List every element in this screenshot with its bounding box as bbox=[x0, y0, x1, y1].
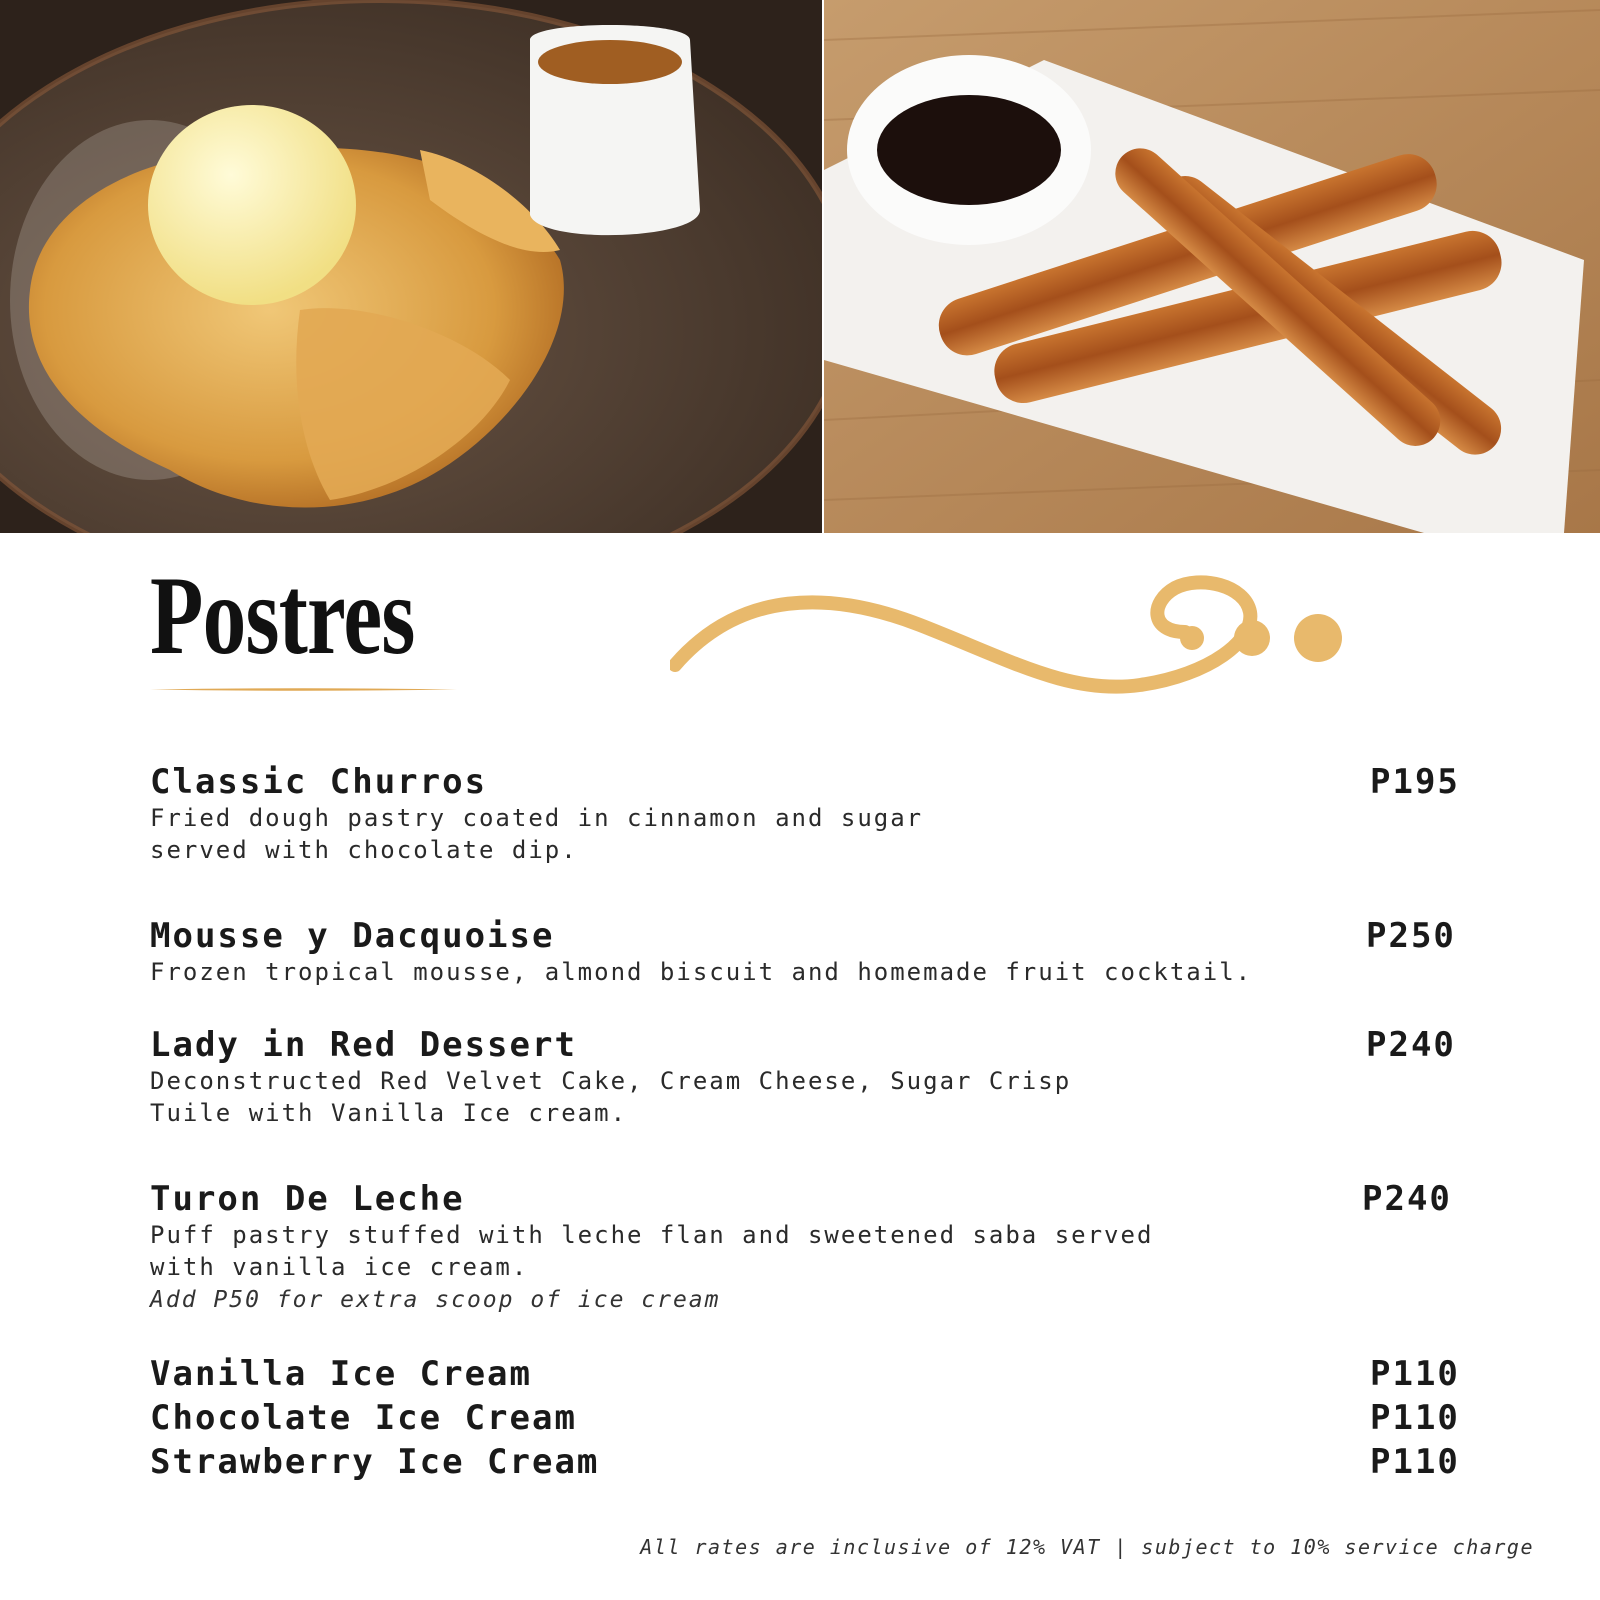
item-price-vanilla-ice-cream: P110 bbox=[1370, 1354, 1460, 1394]
turon-dessert-photo bbox=[0, 0, 822, 533]
item-price-lady-in-red: P240 bbox=[1366, 1025, 1456, 1065]
item-price-turon-de-leche: P240 bbox=[1362, 1179, 1452, 1219]
item-description-classic-churros: Fried dough pastry coated in cinnamon and sugar served with chocolate dip. bbox=[150, 804, 924, 864]
item-name-strawberry-ice-cream: Strawberry Ice Cream bbox=[150, 1442, 600, 1482]
item-name-vanilla-ice-cream: Vanilla Ice Cream bbox=[150, 1354, 532, 1394]
item-price-classic-churros: P195 bbox=[1370, 762, 1460, 802]
title-underline bbox=[150, 687, 457, 692]
footer-note: All rates are inclusive of 12% VAT | subject to 10% service charge bbox=[640, 1535, 1534, 1559]
churros-photo bbox=[824, 0, 1600, 533]
item-name-chocolate-ice-cream: Chocolate Ice Cream bbox=[150, 1398, 577, 1438]
item-price-strawberry-ice-cream: P110 bbox=[1370, 1442, 1460, 1482]
menu-title: Postres bbox=[150, 554, 415, 678]
item-name-mousse-y-dacquoise: Mousse y Dacquoise bbox=[150, 916, 555, 956]
item-description-lady-in-red: Deconstructed Red Velvet Cake, Cream Cheese, Sugar Crisp Tuile with Vanilla Ice cream. bbox=[150, 1067, 1072, 1127]
decorative-swirl bbox=[670, 570, 1350, 710]
item-name-turon-de-leche: Turon De Leche bbox=[150, 1179, 465, 1219]
item-name-lady-in-red: Lady in Red Dessert bbox=[150, 1025, 577, 1065]
item-description-mousse-y-dacquoise: Frozen tropical mousse, almond biscuit and homemade fruit cocktail. bbox=[150, 958, 1253, 986]
item-description-turon-de-leche: Puff pastry stuffed with leche flan and sweetened saba served with vanilla ice cream. bbox=[150, 1221, 1154, 1281]
item-price-chocolate-ice-cream: P110 bbox=[1370, 1398, 1460, 1438]
item-note-turon-de-leche: Add P50 for extra scoop of ice cream bbox=[150, 1287, 721, 1313]
item-price-mousse-y-dacquoise: P250 bbox=[1366, 916, 1456, 956]
item-name-classic-churros: Classic Churros bbox=[150, 762, 488, 802]
